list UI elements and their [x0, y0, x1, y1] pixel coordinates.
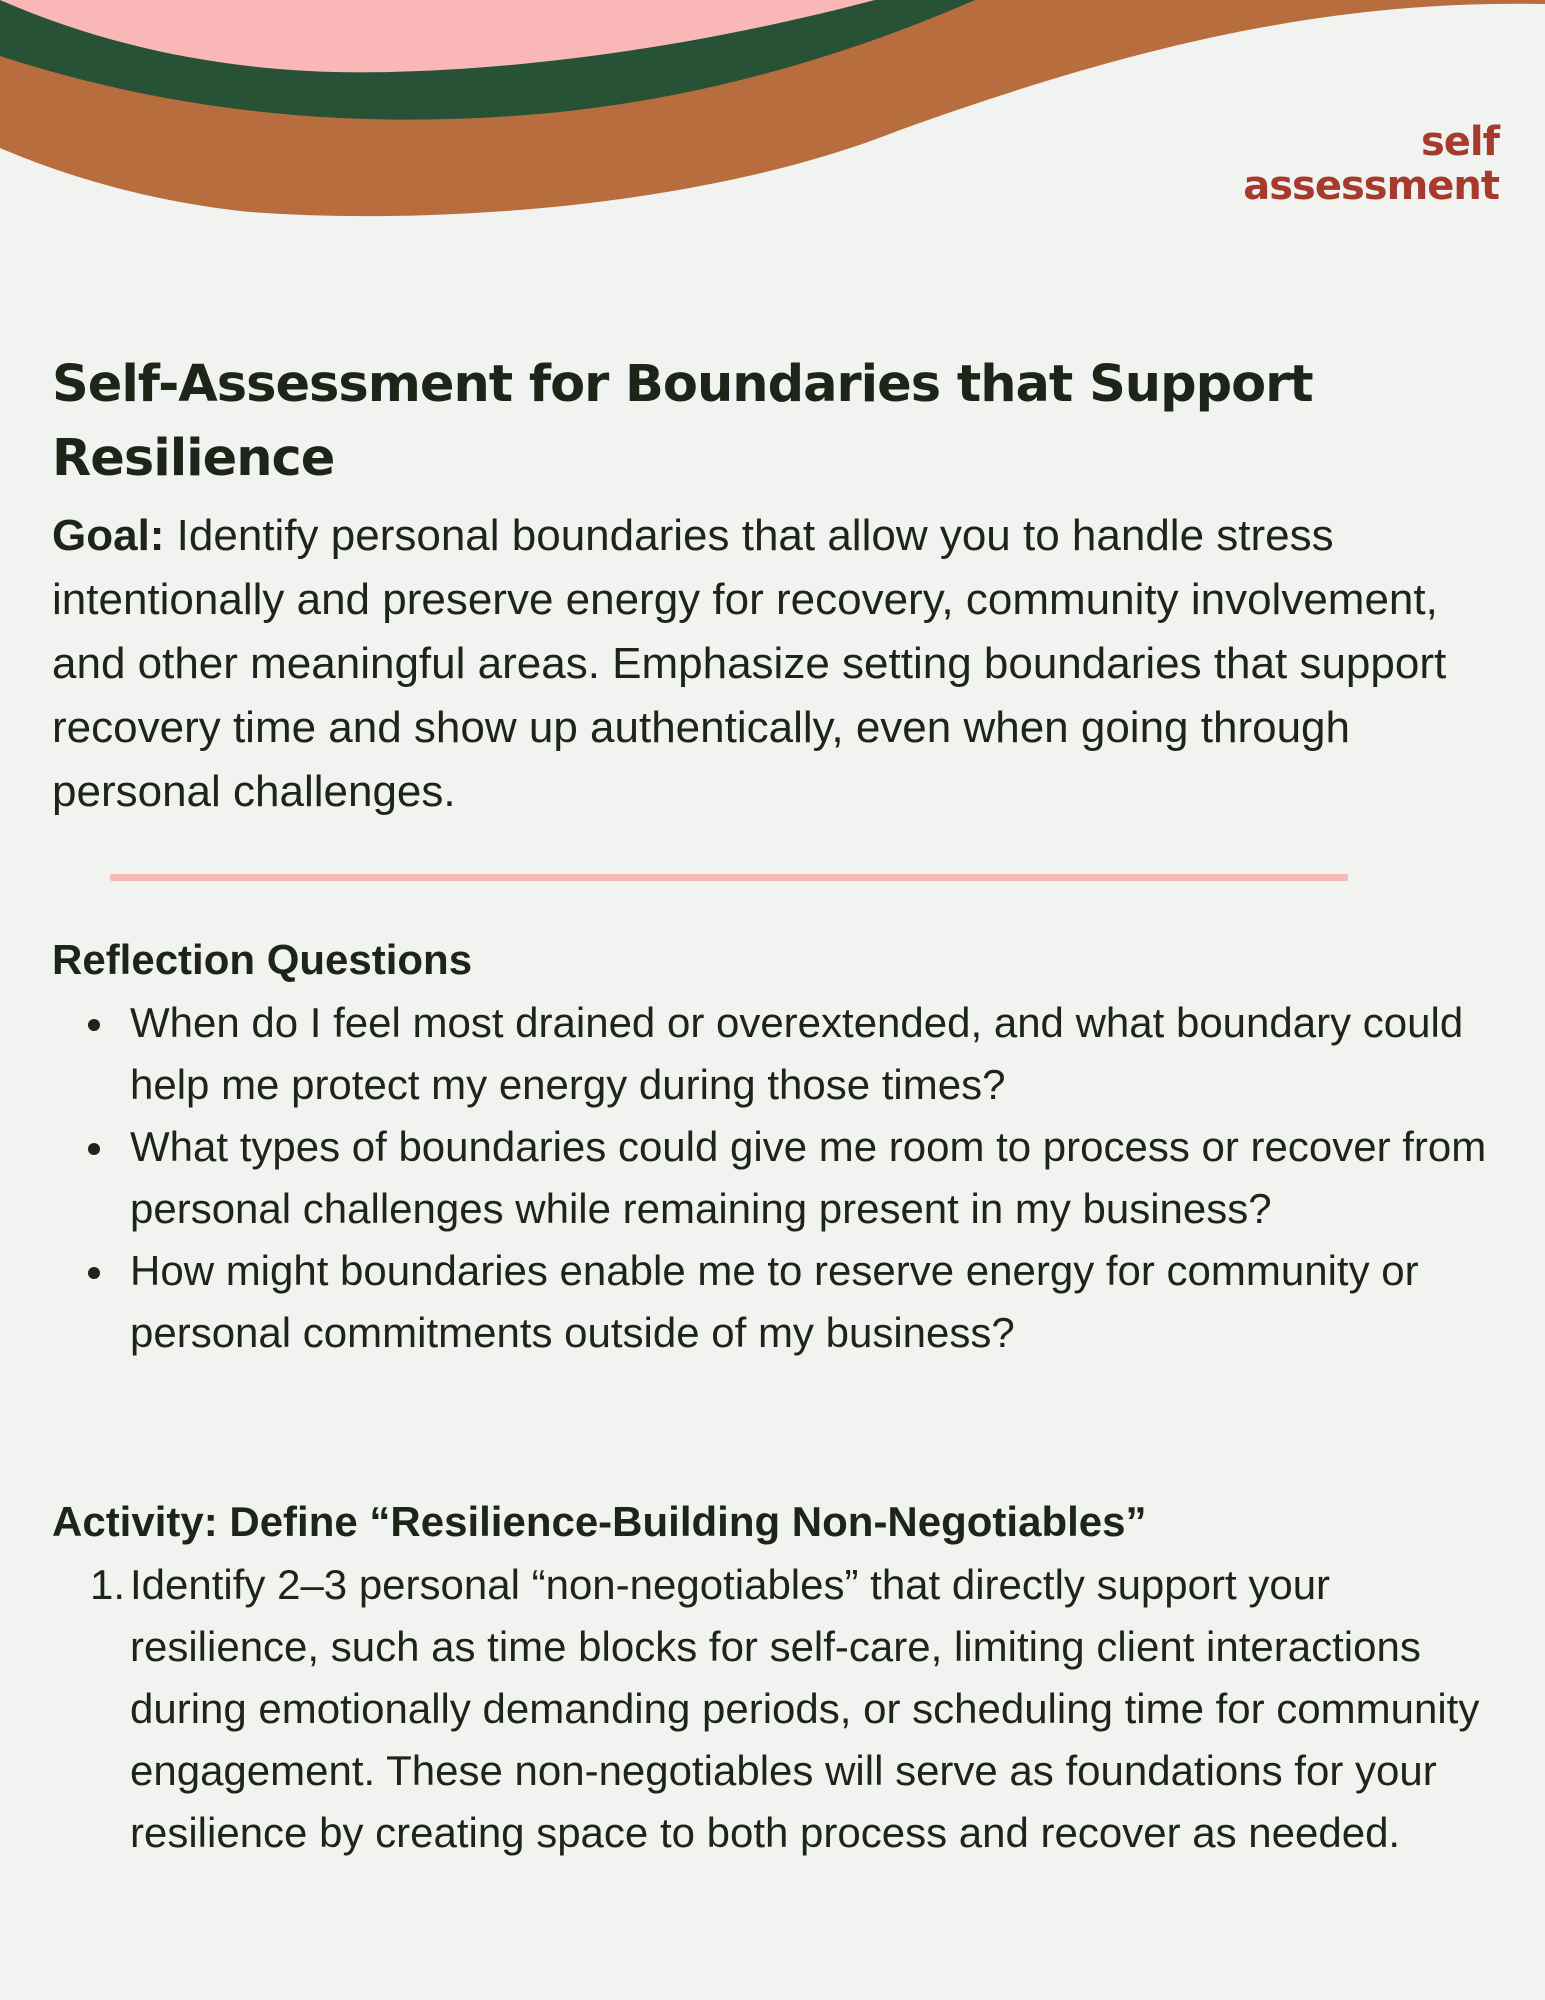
step-number: 1. — [90, 1561, 126, 1608]
goal-label: Goal: — [52, 511, 165, 560]
reflection-question: When do I feel most drained or overextended, and what boundary could help me protect my energy during those times? — [130, 992, 1490, 1116]
reflection-questions-list — [130, 992, 1490, 1364]
reflection-questions-heading: Reflection Questions — [52, 936, 473, 983]
step-text: Identify 2–3 personal “non-negotiables” that directly support your resilience, such as time blocks for self-care, limiting client interactions during emotionally demanding periods, or scheduling time for community engagement. These non-negotiables will serve as foundations for your resilience by creating space to both process and recover as needed. — [130, 1561, 1480, 1856]
activity-step — [90, 1554, 1490, 1864]
goal-text: Identify personal boundaries that allow you to handle stress intentionally and preserve energy for recovery, community involvement, and other meaningful areas. Emphasize setting boundaries that support recovery time and show up authentically, even when going through personal challenges. — [52, 511, 1447, 816]
page-title: Self-Assessment for Boundaries that Support Resilience — [52, 355, 1313, 488]
self-assessment-tag — [1079, 120, 1499, 208]
goal-paragraph — [52, 504, 1482, 824]
tag-line-self: self — [1420, 119, 1499, 165]
reflection-question: What types of boundaries could give me room to process or recover from personal challenges while remaining present in my business? — [130, 1116, 1490, 1240]
section-divider — [110, 874, 1348, 881]
reflection-question: How might boundaries enable me to reserve energy for community or personal commitments outside of my business? — [130, 1240, 1490, 1364]
tag-line-assessment: assessment — [1243, 163, 1499, 209]
activity-heading: Activity: Define “Resilience-Building Non-Negotiables” — [52, 1498, 1147, 1545]
activity-steps-list — [90, 1554, 1490, 1864]
